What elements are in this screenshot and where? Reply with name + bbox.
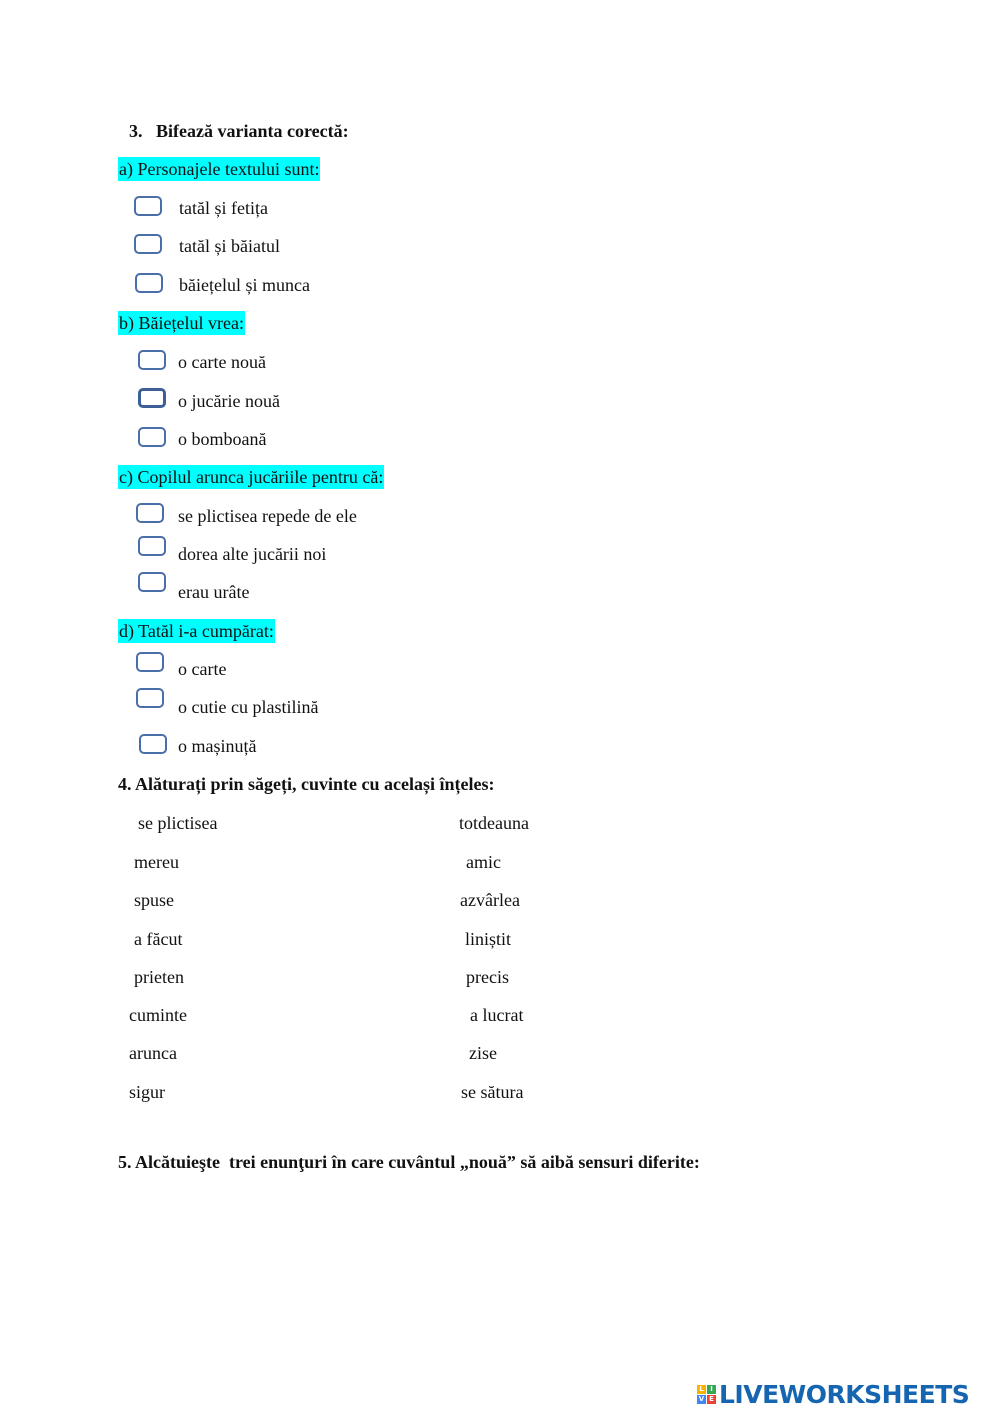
option-b-2: o jucărie nouă [178,391,280,411]
checkbox-d-1[interactable] [136,652,164,672]
option-b-1: o carte nouă [178,352,266,372]
checkbox-a-1[interactable] [134,196,162,216]
question-d-label: d) Tatăl i-a cumpărat: [119,621,274,641]
liveworksheets-logo [697,1380,969,1408]
option-d-1: o carte [178,659,227,679]
match-left-4[interactable]: a făcut [134,929,183,949]
ex3-number: 3. [129,121,143,141]
option-c-2: dorea alte jucării noi [178,544,327,564]
checkbox-a-3[interactable] [135,273,163,293]
checkbox-b-3[interactable] [138,427,166,447]
checkbox-c-1[interactable] [136,503,164,523]
match-right-8[interactable]: se sătura [461,1082,524,1102]
ex3-title: Bifează varianta corectă: [156,121,349,141]
question-a-label: a) Personajele textului sunt: [119,159,320,179]
option-c-3: erau urâte [178,582,250,602]
match-right-3[interactable]: azvârlea [460,890,520,910]
option-d-3: o mașinuță [178,736,257,756]
checkbox-a-2[interactable] [134,234,162,254]
logo-mark-icon [697,1385,716,1404]
match-left-8[interactable]: sigur [129,1082,165,1102]
match-right-5[interactable]: precis [466,967,509,987]
option-a-1: tatăl și fetița [179,198,268,218]
match-right-2[interactable]: amic [466,852,501,872]
match-right-7[interactable]: zise [469,1043,497,1063]
option-a-2: tatăl și băiatul [179,236,280,256]
option-d-2: o cutie cu plastilină [178,697,319,717]
logo-letter-i: I [707,1385,716,1394]
match-left-1[interactable]: se plictisea [138,813,218,833]
logo-letter-l: L [697,1385,706,1394]
ex5-title: 5. Alcătuieşte trei enunţuri în care cuvântul „nouă” să aibă sensuri diferite: [118,1152,700,1172]
match-right-1[interactable]: totdeauna [459,813,529,833]
match-left-3[interactable]: spuse [134,890,174,910]
checkbox-b-2[interactable] [138,388,166,408]
option-c-1: se plictisea repede de ele [178,506,357,526]
logo-letter-e: E [707,1395,716,1404]
match-left-2[interactable]: mereu [134,852,179,872]
checkbox-d-3[interactable] [139,734,167,754]
question-b-label: b) Băiețelul vrea: [119,313,244,333]
checkbox-c-2[interactable] [138,536,166,556]
match-right-6[interactable]: a lucrat [470,1005,524,1025]
logo-letter-v: V [698,1394,705,1403]
match-left-5[interactable]: prieten [134,967,184,987]
match-left-7[interactable]: arunca [129,1043,177,1063]
ex4-title: 4. Alăturați prin săgeți, cuvinte cu același înțeles: [118,774,495,794]
option-a-3: băiețelul și munca [179,275,310,295]
checkbox-b-1[interactable] [138,350,166,370]
match-left-6[interactable]: cuminte [129,1005,187,1025]
match-right-4[interactable]: liniștit [465,929,512,949]
checkbox-c-3[interactable] [138,572,166,592]
checkbox-d-2[interactable] [136,688,164,708]
option-b-3: o bomboană [178,429,267,449]
question-c-label: c) Copilul arunca jucăriile pentru că: [119,467,384,487]
logo-text: LIVEWORKSHEETS [719,1379,970,1409]
ex3-heading [129,122,349,140]
